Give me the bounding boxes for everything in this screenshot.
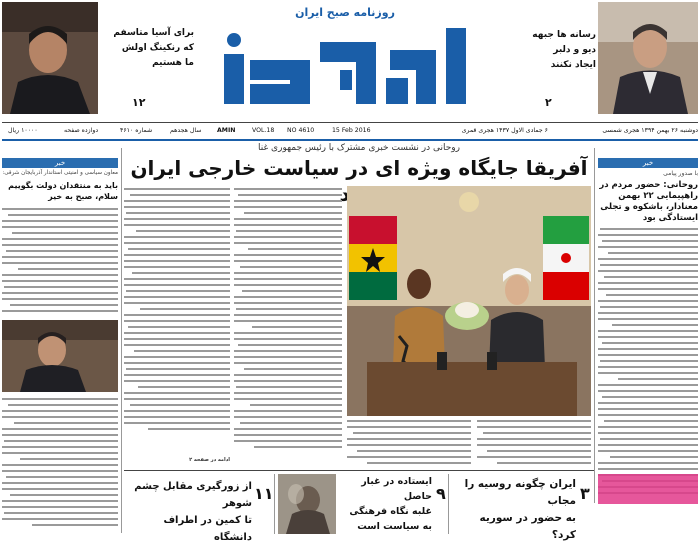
photo-caption — [347, 418, 591, 468]
main-body-left — [124, 186, 230, 456]
info-bar — [2, 124, 698, 138]
bottom-item-headline[interactable] — [452, 476, 576, 544]
right-column-tag: خبر — [598, 158, 698, 168]
right-teaser-line: دیو و دلبر — [553, 45, 596, 55]
column-divider — [594, 148, 595, 503]
left-column-kicker: معاون سیاسی و امنیتی استاندار آذربایجان شرقی: — [2, 170, 118, 176]
date-english: 15 Feb 2016 — [332, 127, 371, 134]
right-teaser-line: رسانه ها جبهه — [532, 30, 596, 40]
issue-persian: شماره ۴۶۱۰ — [120, 127, 153, 134]
bottom-item-number: ۹ — [436, 484, 446, 503]
left-teaser-headline[interactable] — [98, 26, 194, 71]
left-teaser-line: برای آسیا متاسفم — [113, 28, 194, 38]
right-column-kicker: با صدور پیامی — [663, 170, 698, 177]
volume-english: VOL.18 — [252, 127, 275, 134]
bottom-item-line: به حضور در سوریه کرد؟ — [479, 512, 576, 541]
bottom-item-line: از زورگیری مقابل چشم شوهر — [134, 481, 252, 509]
left-teaser-page: ۱۲ — [132, 96, 146, 109]
date-persian: دوشنبه ۲۶ بهمن ۱۳۹۴ هجری شمسی — [602, 127, 698, 134]
left-teaser-line: که رنکینگ اولش — [121, 43, 194, 53]
left-column-photo — [2, 320, 118, 392]
bottom-item-headline[interactable] — [124, 478, 252, 546]
divider — [124, 470, 594, 471]
logo-text — [210, 20, 212, 21]
bottom-item-line: به سیاست است — [357, 521, 432, 532]
bottom-item-number: ۳ — [580, 484, 590, 503]
main-headline[interactable]: آفریقا جایگاه ویژه ای در سیاست خارجی ایران — [130, 156, 588, 180]
bottom-item-photo — [278, 474, 336, 534]
bottom-item-line: ایران چگونه روسیه را مجاب — [464, 478, 576, 507]
main-kicker: روحانی در نشست خبری مشترک با رئیس جمهوری غنا — [258, 143, 460, 153]
divider — [2, 122, 698, 123]
right-column-headline[interactable]: روحانی: حضور مردم در راهپیمایی ۲۲ بهمن معنادار، باشکوه و تجلی ایستادگی بود — [599, 180, 698, 223]
main-body-right — [234, 186, 342, 468]
masthead-subtitle: روزنامه صبح ایران — [295, 6, 395, 19]
right-teaser-headline[interactable] — [520, 28, 596, 73]
left-teaser-line: ما هستیم — [152, 58, 194, 68]
bottom-item-line: ایستاده در غبار حاصل — [361, 476, 432, 502]
name-english: AMIN — [217, 127, 236, 134]
column-divider — [448, 474, 449, 534]
masthead-logo[interactable] — [210, 20, 490, 112]
price-label: ۱۰۰۰۰ ریال — [8, 127, 38, 134]
main-photo — [347, 186, 591, 416]
left-column-body-top — [2, 206, 118, 316]
column-divider — [274, 474, 275, 534]
bottom-item-line: غلبه نگاه فرهنگی — [349, 506, 432, 517]
bottom-item-headline[interactable] — [338, 474, 432, 534]
left-teaser-photo — [2, 2, 98, 114]
right-teaser-photo — [598, 2, 698, 114]
main-continue[interactable]: ادامه در صفحه ۲ — [189, 457, 230, 463]
issue-english: NO 4610 — [287, 127, 315, 134]
column-divider — [121, 148, 122, 533]
year-label: سال هجدهم — [170, 127, 202, 134]
bottom-item-number: ۱۱ — [254, 484, 274, 503]
divider — [2, 139, 698, 141]
pages-label: دوازده صفحه — [64, 127, 99, 134]
right-teaser-line: ایجاد نکنند — [550, 60, 596, 70]
left-column-headline[interactable]: باید به منتقدان دولت بگوییم سلام، صبح به خیر — [8, 181, 118, 201]
left-column-body-bottom — [2, 396, 118, 532]
masthead — [200, 2, 500, 120]
date-hijri: ۶ جمادی الاول ۱۴۳۷ هجری قمری — [461, 127, 548, 134]
left-column-tag: خبر — [2, 158, 118, 168]
bottom-item-line: تا کمین در اطراف دانشگاه — [163, 515, 252, 543]
right-teaser-page: ۲ — [545, 96, 552, 109]
right-column-body — [598, 226, 698, 506]
logo-mark — [210, 20, 490, 112]
